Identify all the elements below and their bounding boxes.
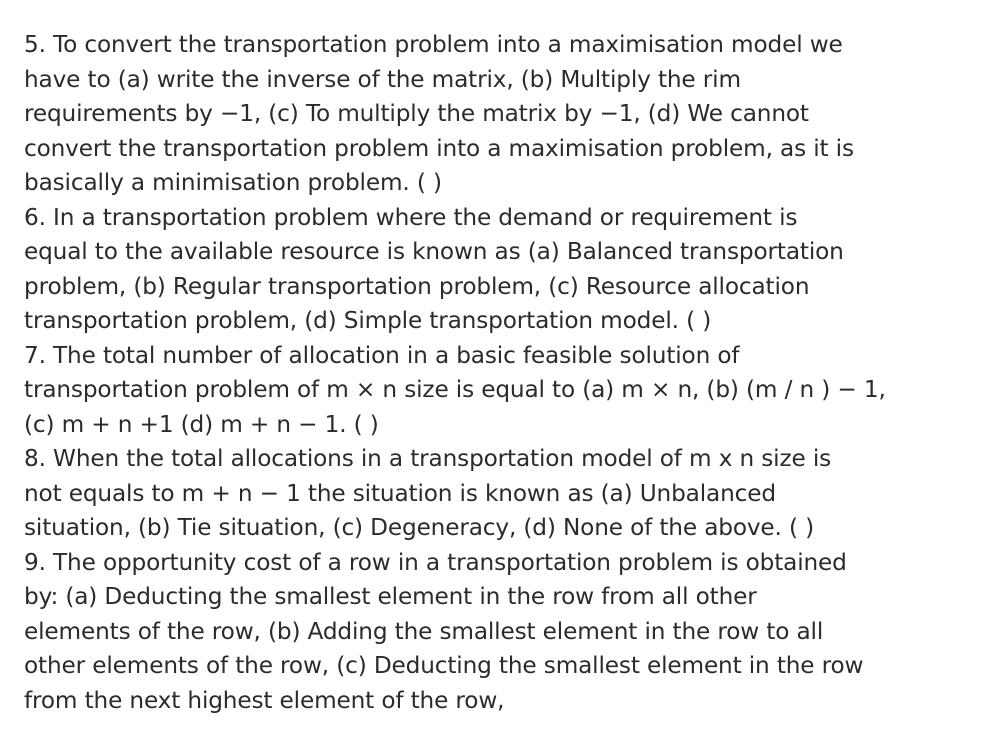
question-line: requirements by −1, (c) To multiply the matrix by −1, (d) We cannot [24,100,809,127]
question-line: 5. To convert the transportation problem into a maximisation model we [24,31,843,58]
question-line: transportation problem of m × n size is equal to (a) m × n, (b) (m / n ) − 1, [24,376,886,403]
question-7 [24,339,975,443]
question-line: 9. The opportunity cost of a row in a transportation problem is obtained [24,548,847,576]
question-line: not equals to m + n − 1 the situation is known as (a) Unbalanced [24,479,776,507]
question-8 [24,442,975,546]
question-line: situation, (b) Tie situation, (c) Degeneracy, (d) None of the above. ( ) [24,514,814,541]
question-6 [24,201,975,339]
question-line: convert the transportation problem into a maximisation problem, as it is [24,134,854,162]
question-line: equal to the available resource is known as (a) Balanced transportation [24,238,844,265]
question-line: (c) m + n +1 (d) m + n − 1. ( ) [24,410,379,438]
question-line: 8. When the total allocations in a transportation model of m x n size is [24,445,832,472]
question-line: basically a minimisation problem. ( ) [24,169,442,196]
question-line: other elements of the row, (c) Deducting the smallest element in the row [24,652,864,679]
question-line: 6. In a transportation problem where the demand or requirement is [24,203,798,231]
question-line: problem, (b) Regular transportation problem, (c) Resource allocation [24,272,810,300]
question-line: 7. The total number of allocation in a basic feasible solution of [24,341,740,369]
question-line: from the next highest element of the row, [24,686,505,714]
question-line: transportation problem, (d) Simple transportation model. ( ) [24,307,712,334]
question-line: elements of the row, (b) Adding the smallest element in the row to all [24,617,824,645]
question-9 [24,546,975,719]
question-line: have to (a) write the inverse of the matrix, (b) Multiply the rim [24,65,741,93]
question-line: by: (a) Deducting the smallest element in the row from all other [24,583,757,610]
question-5 [24,28,975,201]
